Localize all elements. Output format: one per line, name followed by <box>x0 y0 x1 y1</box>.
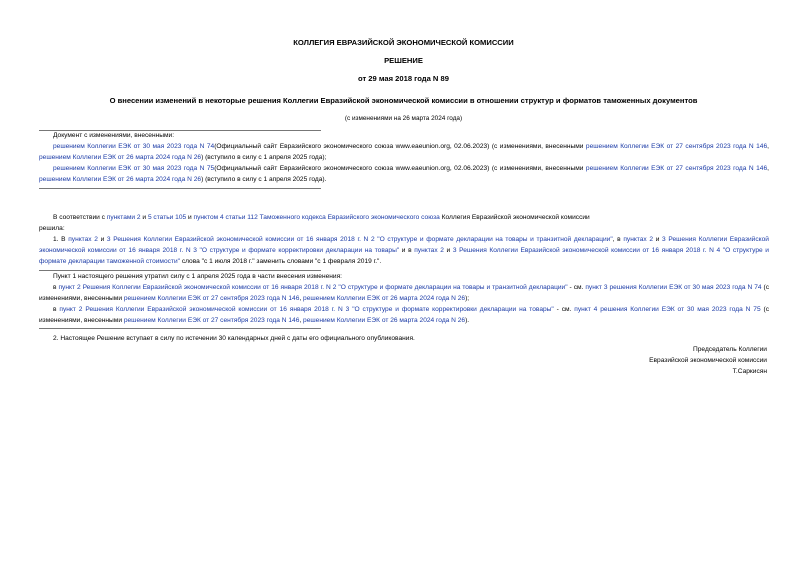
item-2: 2. Настоящее Решение вступает в силу по истечении 30 календарных дней с даты его официального опубликования. <box>53 335 415 342</box>
link-decision-3-p2-full[interactable]: пункт 2 Решения Коллегии Евразийской экономической комиссии от 16 января 2018 г. N 3 "О структуре и формате корректировки декларации на товары" <box>59 306 554 313</box>
preamble-block <box>39 212 769 267</box>
document-date-number: от 29 мая 2018 года N 89 <box>358 74 449 83</box>
link-decision-2-p2-full[interactable]: пункт 2 Решения Коллегии Евразийской экономической комиссии от 16 января 2018 г. N 2 "О структуре и формате декларации на товары и транзитной декларации" <box>58 284 568 291</box>
link-decision-3-p3[interactable]: 3 Решения Коллегии Евразийской экономической комиссии от 16 января 2018 г. N 3 "О структуре и формате корректировки декларации на товары" <box>39 236 769 254</box>
link-decision-75[interactable]: решением Коллегии ЕЭК от 30 мая 2023 года N 75 <box>53 165 215 172</box>
note-item-b: в пункт 2 Решения Коллегии Евразийской экономической комиссии от 16 января 2018 г. N 3 "О структуре и формате корректировки декларации на товары" - см. пункт 4 решения Коллегии ЕЭК от 30 мая 2023 года N 75 (с изменениями, внесенными решением Коллегии ЕЭК от 27 сентября 2023 года N 146, решением Коллегии ЕЭК от 26 марта 2024 года N 26). <box>39 306 769 324</box>
note-item-a: в пункт 2 Решения Коллегии Евразийской экономической комиссии от 16 января 2018 г. N 2 "О структуре и формате декларации на товары и транзитной декларации" - см. пункт 3 решения Коллегии ЕЭК от 30 мая 2023 года N 74 (с изменениями, внесенными решением Коллегии ЕЭК от 27 сентября 2023 года N 146, решением Коллегии ЕЭК от 26 марта 2024 года N 26); <box>39 284 770 302</box>
link-code-art105-p2[interactable]: пунктами 2 <box>106 214 141 221</box>
note-bottom-divider <box>39 328 321 329</box>
signature-position: Председатель Коллегии <box>693 346 767 353</box>
changes-intro: Документ с изменениями, внесенными: <box>53 132 175 139</box>
link-decision-2-p3[interactable]: 3 Решения Коллегии Евразийской экономической комиссии от 16 января 2018 г. N 2 "О структуре и формате декларации на товары и транзитной декларации" <box>106 236 613 243</box>
link-decision-146[interactable]: решением Коллегии ЕЭК от 27 сентября 2023 года N 146 <box>585 143 768 150</box>
link-decision-26[interactable]: решением Коллегии ЕЭК от 26 марта 2024 года N 26 <box>303 295 466 302</box>
link-decision-146[interactable]: решением Коллегии ЕЭК от 27 сентября 2023 года N 146 <box>123 317 300 324</box>
item-2-block <box>39 333 769 344</box>
note-block <box>39 271 769 326</box>
link-decision-146[interactable]: решением Коллегии ЕЭК от 27 сентября 2023 года N 146 <box>585 165 768 172</box>
change-line-2: решением Коллегии ЕЭК от 30 мая 2023 года N 75(Официальный сайт Евразийского экономического союза www.eaeunion.org, 02.06.2023) (с изменениями, внесенными решением Коллегии ЕЭК от 27 сентября 2023 года N 146, решением Коллегии ЕЭК от 26 марта 2024 года N 26) (вступило в силу с 1 апреля 2025 года). <box>39 165 769 183</box>
link-decision-26[interactable]: решением Коллегии ЕЭК от 26 марта 2024 года N 26 <box>303 317 466 324</box>
change-line-1: решением Коллегии ЕЭК от 30 мая 2023 года N 74(Официальный сайт Евразийского экономического союза www.eaeunion.org, 02.06.2023) (с изменениями, внесенными решением Коллегии ЕЭК от 27 сентября 2023 года N 146, решением Коллегии ЕЭК от 26 марта 2024 года N 26) (вступило в силу с 1 апреля 2025 года); <box>39 143 769 161</box>
link-code-art105-p5[interactable]: 5 статьи 105 <box>147 214 187 221</box>
signature-name: Т.Саркисян <box>732 368 767 375</box>
changes-block <box>39 130 769 185</box>
note-intro: Пункт 1 настоящего решения утратил силу с 1 апреля 2025 года в части внесения изменения: <box>53 273 342 280</box>
link-decision-3-p2[interactable]: пунктах 2 <box>623 236 654 243</box>
issuer-heading: КОЛЛЕГИЯ ЕВРАЗИЙСКОЙ ЭКОНОМИЧЕСКОЙ КОМИССИИ <box>293 38 514 47</box>
link-decision-2-p2[interactable]: пунктах 2 <box>68 236 98 243</box>
signature-organization: Евразийской экономической комиссии <box>649 357 767 364</box>
changes-bottom-divider <box>39 188 321 189</box>
link-decision-26[interactable]: решением Коллегии ЕЭК от 26 марта 2024 года N 26 <box>39 154 202 161</box>
document-title: О внесении изменений в некоторые решения Коллегии Евразийской экономической комиссии в отношении структур и форматов таможенных документов <box>109 96 698 105</box>
signature-block <box>467 344 767 377</box>
preamble-text: В соответствии с пунктами 2 и 5 статьи 105 и пунктом 4 статьи 112 Таможенного кодекса Евразийского экономического союза Коллегия Евразийской экономической комиссии <box>53 214 590 221</box>
item-1: 1. В пунктах 2 и 3 Решения Коллегии Евразийской экономической комиссии от 16 января 2018 г. N 2 "О структуре и формате декларации на товары и транзитной декларации", в пунктах 2 и 3 Решения Коллегии Евразийской экономической комиссии от 16 января 2018 г. N 3 "О структуре и формате корректировки декларации на товары" и в пунктах 2 и 3 Решения Коллегии Евразийской экономической комиссии от 16 января 2018 г. N 4 "О структуре и формате декларации таможенной стоимости" слова "с 1 июля 2018 г." заменить словами "с 1 февраля 2019 г.". <box>39 236 769 265</box>
link-decision-146[interactable]: решением Коллегии ЕЭК от 27 сентября 2023 года N 146 <box>123 295 300 302</box>
link-decision-4-p2[interactable]: пунктах 2 <box>414 247 444 254</box>
link-decision-74[interactable]: решением Коллегии ЕЭК от 30 мая 2023 года N 74 <box>53 143 215 150</box>
decided-label: решила: <box>39 225 65 232</box>
link-code-art112-p4[interactable]: пунктом 4 статьи 112 Таможенного кодекса Евразийского экономического союза <box>193 214 440 221</box>
link-decision-74-p3[interactable]: пункт 3 решения Коллегии ЕЭК от 30 мая 2023 года N 74 <box>585 284 762 291</box>
document-type: РЕШЕНИЕ <box>384 56 423 65</box>
link-decision-4-p3[interactable]: 3 Решения Коллегии Евразийской экономической комиссии от 16 января 2018 г. N 4 "О структуре и формате декларации таможенной стоимости" <box>39 247 769 265</box>
link-decision-75-p4[interactable]: пункт 4 решения Коллегии ЕЭК от 30 мая 2023 года N 75 <box>574 306 761 313</box>
edition-note: (с изменениями на 26 марта 2024 года) <box>344 115 463 122</box>
link-decision-26[interactable]: решением Коллегии ЕЭК от 26 марта 2024 года N 26 <box>39 176 202 183</box>
